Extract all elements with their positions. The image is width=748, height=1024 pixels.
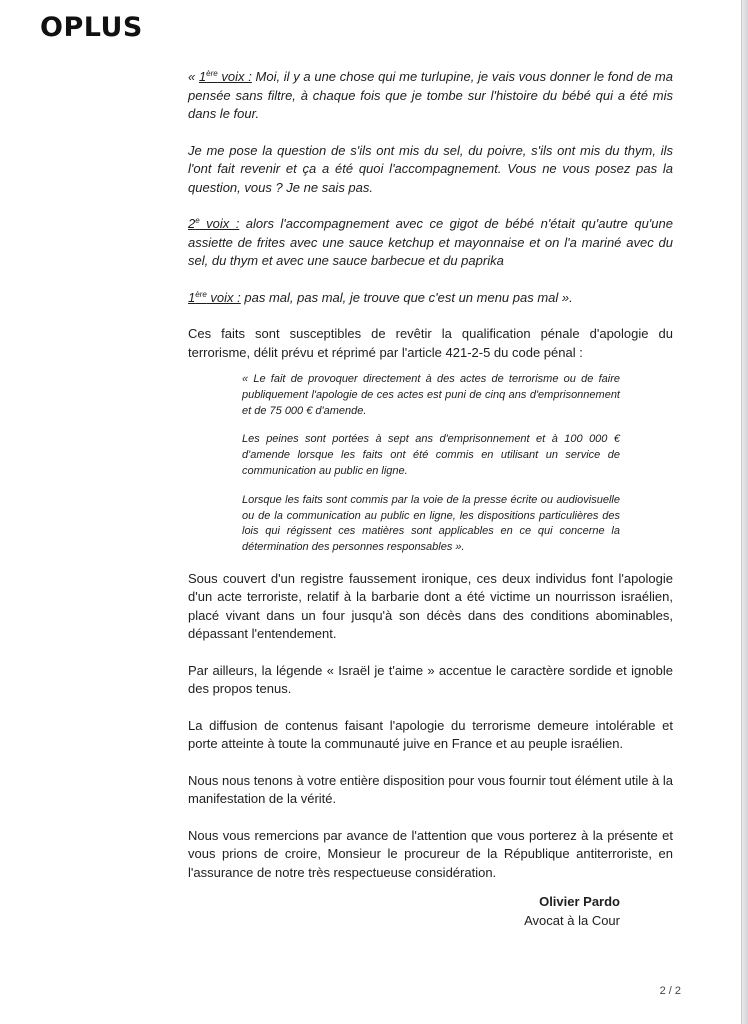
signature-block bbox=[460, 892, 620, 930]
open-quote: « bbox=[188, 69, 199, 84]
letter-body bbox=[188, 68, 673, 900]
oplus-logo: OPLUS bbox=[40, 12, 143, 43]
body-paragraph: Sous couvert d'un registre faussement ironique, ces deux individus font l'apologie d'un acte terroriste, relatif à la barbarie dont a été victime un nourrisson israélien, placé vivant dans un four jusqu'à son décès dans des conditions abominables, dépassant l'entendement. bbox=[188, 570, 673, 642]
transcript-dialogue bbox=[188, 68, 673, 307]
voice1-first-statement bbox=[188, 68, 673, 124]
voice1-third-text: pas mal, pas mal, je trouve que c'est un menu pas mal ». bbox=[240, 289, 573, 305]
body-paragraph: Par ailleurs, la légende « Israël je t'aime » accentue le caractère sordide et ignoble des propos tenus. bbox=[188, 662, 673, 697]
quote-paragraph: « Le fait de provoquer directement à des actes de terrorisme ou de faire publiquement l'apologie de ces actes est puni de cinq ans d'emprisonnement et de 75 000 € d'amende. bbox=[242, 373, 620, 417]
speaker-label-first-voice: 1ère voix : bbox=[198, 69, 252, 84]
signatory-title: Avocat à la Cour bbox=[524, 913, 620, 928]
legal-qualification-intro: Ces faits sont susceptibles de revêtir la qualification pénale d'apologie du terrorisme, délit prévu et réprimé par l'article 421-2-5 du code pénal : bbox=[188, 326, 673, 360]
voice1-first-text: Moi, il y a une chose qui me turlupine, je vais vous donner le fond de ma pensée sans filtre, à chaque fois que je tombe sur l'histoire du bébé qui a été mis dans le four. bbox=[188, 69, 673, 121]
penal-code-quote bbox=[242, 372, 620, 556]
body-paragraph: Nous nous tenons à votre entière disposition pour vous fournir tout élément utile à la manifestation de la vérité. bbox=[188, 772, 673, 807]
page-edge bbox=[742, 0, 748, 1024]
quote-paragraph: Lorsque les faits sont commis par la voie de la presse écrite ou audiovisuelle ou de la communication au public en ligne, les dispositions particulières des lois qui régissent ces matières sont applicables en ce qui concerne la détermination des personnes responsables ». bbox=[242, 493, 620, 554]
voice2-text: alors l'accompagnement avec ce gigot de bébé n'était qu'autre qu'une assiette de frites avec une sauce ketchup et mayonnaise et on l'a mariné avec du sel, du thym et avec une sauce barbecue et du paprika bbox=[188, 216, 673, 268]
page-number: 2 / 2 bbox=[659, 985, 681, 997]
speaker-label-first-voice-again: 1ère voix : bbox=[188, 289, 241, 305]
body-paragraph: La diffusion de contenus faisant l'apologie du terrorisme demeure intolérable et porte atteinte à toute la communauté juive en France et au peuple israélien. bbox=[188, 717, 673, 752]
closing-paragraph: Nous vous remercions par avance de l'attention que vous porterez à la présente et vous prions de croire, Monsieur le procureur de la République antiterroriste, en l'assurance de notre très respectueuse considération. bbox=[188, 827, 673, 880]
voice2-statement bbox=[188, 215, 673, 271]
signatory-name: Olivier Pardo bbox=[539, 894, 620, 909]
voice1-second-statement: Je me pose la question de s'ils ont mis du sel, du poivre, s'ils ont mis du thym, ils l'ont fait revenir et ça a été quoi l'accompagnement. Vous ne vous posez pas la question, vous ? Je ne sais pas. bbox=[188, 142, 673, 195]
speaker-label-second-voice: 2e voix : bbox=[188, 216, 240, 231]
quote-paragraph: Les peines sont portées à sept ans d'emprisonnement et à 100 000 € d'amende lorsque les faits ont été commis en utilisant un service de communication au public en ligne. bbox=[242, 433, 620, 477]
voice1-third-statement bbox=[188, 289, 673, 308]
